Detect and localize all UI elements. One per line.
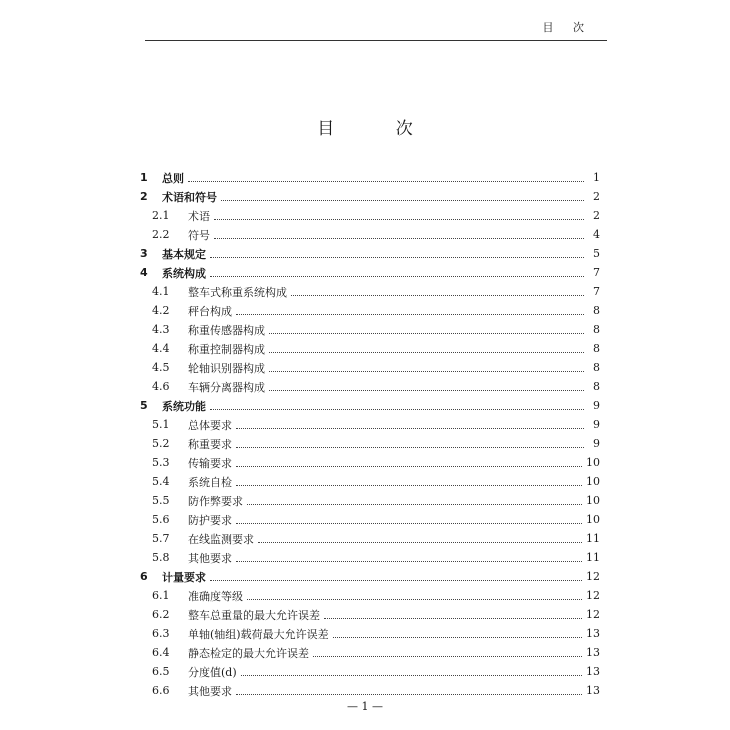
toc-entry-title: 整车总重量的最大允许误差 <box>188 608 320 622</box>
toc-dot-leader <box>324 617 582 619</box>
toc-entry-number: 6 <box>140 570 148 583</box>
toc-entry[interactable] <box>140 529 600 548</box>
toc-entry-title: 总则 <box>162 171 184 185</box>
toc-entry[interactable] <box>140 472 600 491</box>
toc-entry-page: 8 <box>593 342 600 355</box>
toc-entry[interactable] <box>140 339 600 358</box>
toc-entry-number: 6.3 <box>152 627 170 640</box>
toc-entry-number: 4.5 <box>152 361 170 374</box>
toc-entry-page: 12 <box>586 608 600 621</box>
toc-dot-leader <box>236 522 582 524</box>
toc-entry-page: 10 <box>586 494 600 507</box>
toc-entry-page: 8 <box>593 361 600 374</box>
toc-entry[interactable] <box>140 358 600 377</box>
page-number: — 1 — <box>347 700 383 713</box>
header-rule <box>145 40 607 41</box>
toc-entry[interactable] <box>140 434 600 453</box>
toc-entry-title: 防作弊要求 <box>188 494 243 508</box>
toc-entry[interactable] <box>140 377 600 396</box>
toc-entry-page: 5 <box>593 247 600 260</box>
toc-entry-page: 10 <box>586 513 600 526</box>
toc-entry[interactable] <box>140 244 600 263</box>
toc-dot-leader <box>236 484 582 486</box>
toc-entry-title: 计量要求 <box>162 570 206 584</box>
toc-entry-page: 8 <box>593 380 600 393</box>
toc-entry-number: 6.2 <box>152 608 170 621</box>
toc-entry-number: 4.1 <box>152 285 170 298</box>
toc-entry-title: 传输要求 <box>188 456 232 470</box>
toc-entry-number: 5.1 <box>152 418 170 431</box>
toc-entry-page: 13 <box>586 627 600 640</box>
toc-entry-page: 9 <box>593 418 600 431</box>
toc-entry[interactable] <box>140 605 600 624</box>
toc-entry[interactable] <box>140 263 600 282</box>
toc-entry-number: 2.2 <box>152 228 170 241</box>
toc-entry-title: 整车式称重系统构成 <box>188 285 287 299</box>
toc-entry-page: 4 <box>593 228 600 241</box>
toc-dot-leader <box>291 294 584 296</box>
toc-dot-leader <box>236 446 584 448</box>
toc-entry-page: 10 <box>586 475 600 488</box>
toc-entry-title: 称重控制器构成 <box>188 342 265 356</box>
toc-entry-title: 符号 <box>188 228 210 242</box>
toc-entry-number: 4 <box>140 266 148 279</box>
toc-entry-title: 称重要求 <box>188 437 232 451</box>
toc-entry[interactable] <box>140 586 600 605</box>
toc-entry[interactable] <box>140 168 600 187</box>
toc-entry-page: 11 <box>586 532 600 545</box>
toc-entry[interactable] <box>140 320 600 339</box>
toc-entry-title: 术语和符号 <box>162 190 217 204</box>
toc-entry-number: 5.5 <box>152 494 170 507</box>
toc-entry[interactable] <box>140 662 600 681</box>
toc-entry[interactable] <box>140 301 600 320</box>
toc-entry[interactable] <box>140 206 600 225</box>
toc-dot-leader <box>210 579 582 581</box>
toc-entry-number: 4.6 <box>152 380 170 393</box>
toc-dot-leader <box>269 332 584 334</box>
toc-entry-title: 在线监测要求 <box>188 532 254 546</box>
toc-entry-title: 系统构成 <box>162 266 206 280</box>
toc-dot-leader <box>333 636 582 638</box>
toc-dot-leader <box>210 256 584 258</box>
toc-entry[interactable] <box>140 415 600 434</box>
toc-entry-title: 基本规定 <box>162 247 206 261</box>
toc-entry-number: 5.4 <box>152 475 170 488</box>
toc-entry-title: 静态检定的最大允许误差 <box>188 646 309 660</box>
toc-dot-leader <box>269 351 584 353</box>
toc-dot-leader <box>269 389 584 391</box>
toc-dot-leader <box>221 199 584 201</box>
toc-entry-title: 总体要求 <box>188 418 232 432</box>
toc-entry-number: 5.2 <box>152 437 170 450</box>
toc-dot-leader <box>313 655 582 657</box>
toc-dot-leader <box>241 674 582 676</box>
toc-entry-number: 6.1 <box>152 589 170 602</box>
toc-entry[interactable] <box>140 396 600 415</box>
toc-entry[interactable] <box>140 187 600 206</box>
toc-dot-leader <box>188 180 584 182</box>
toc-dot-leader <box>214 237 584 239</box>
toc-entry-page: 7 <box>593 266 600 279</box>
page-title: 目 次 <box>317 119 441 139</box>
toc-entry[interactable] <box>140 282 600 301</box>
toc-entry[interactable] <box>140 491 600 510</box>
toc-entry-page: 10 <box>586 456 600 469</box>
toc-entry-page: 13 <box>586 684 600 697</box>
toc-entry-title: 分度值(d) <box>188 665 237 679</box>
toc-entry-number: 6.4 <box>152 646 170 659</box>
toc-entry-number: 2 <box>140 190 148 203</box>
toc-dot-leader <box>247 598 582 600</box>
toc-entry-number: 4.3 <box>152 323 170 336</box>
toc-dot-leader <box>269 370 584 372</box>
toc-entry-page: 1 <box>593 171 600 184</box>
toc-entry-number: 5.3 <box>152 456 170 469</box>
toc-entry-title: 系统功能 <box>162 399 206 413</box>
toc-entry-number: 5.8 <box>152 551 170 564</box>
toc-entry-title: 系统自检 <box>188 475 232 489</box>
toc-entry-page: 13 <box>586 665 600 678</box>
toc-entry-page: 9 <box>593 437 600 450</box>
toc-entry-number: 5 <box>140 399 148 412</box>
toc-dot-leader <box>214 218 584 220</box>
toc-entry[interactable] <box>140 681 600 700</box>
toc-entry-page: 7 <box>593 285 600 298</box>
toc-entry-title: 轮轴识别器构成 <box>188 361 265 375</box>
toc-dot-leader <box>236 465 582 467</box>
toc-entry-page: 13 <box>586 646 600 659</box>
toc-entry-number: 1 <box>140 171 148 184</box>
toc-entry-page: 12 <box>586 589 600 602</box>
toc-entry-page: 8 <box>593 323 600 336</box>
toc-entry-page: 11 <box>586 551 600 564</box>
toc-entry-title: 单轴(轴组)载荷最大允许误差 <box>188 627 329 641</box>
toc-entry-title: 车辆分离器构成 <box>188 380 265 394</box>
toc-entry-number: 4.2 <box>152 304 170 317</box>
toc-entry[interactable] <box>140 548 600 567</box>
toc-entry-page: 8 <box>593 304 600 317</box>
toc-entry-number: 5.7 <box>152 532 170 545</box>
toc-entry-title: 其他要求 <box>188 551 232 565</box>
toc-dot-leader <box>210 408 584 410</box>
toc-entry-title: 防护要求 <box>188 513 232 527</box>
toc-entry-number: 2.1 <box>152 209 170 222</box>
toc-dot-leader <box>236 427 584 429</box>
toc-dot-leader <box>258 541 582 543</box>
toc-entry-number: 5.6 <box>152 513 170 526</box>
toc-entry-title: 称重传感器构成 <box>188 323 265 337</box>
toc-entry[interactable] <box>140 643 600 662</box>
toc-entry-page: 12 <box>586 570 600 583</box>
toc-entry-page: 2 <box>593 190 600 203</box>
toc-entry[interactable] <box>140 225 600 244</box>
toc-entry-number: 6.5 <box>152 665 170 678</box>
toc-dot-leader <box>236 693 582 695</box>
toc-entry-number: 3 <box>140 247 148 260</box>
toc-dot-leader <box>236 560 582 562</box>
toc-entry-page: 9 <box>593 399 600 412</box>
toc-entry-title: 术语 <box>188 209 210 223</box>
toc-dot-leader <box>236 313 584 315</box>
toc-entry-number: 6.6 <box>152 684 170 697</box>
toc-entry[interactable] <box>140 624 600 643</box>
toc-entry-title: 其他要求 <box>188 684 232 698</box>
toc-entry-page: 2 <box>593 209 600 222</box>
toc-entry[interactable] <box>140 510 600 529</box>
toc-entry-title: 准确度等级 <box>188 589 243 603</box>
toc-entry-number: 4.4 <box>152 342 170 355</box>
toc-dot-leader <box>210 275 584 277</box>
toc-dot-leader <box>247 503 582 505</box>
toc-entry-title: 秤台构成 <box>188 304 232 318</box>
table-of-contents <box>140 168 600 700</box>
toc-entry[interactable] <box>140 567 600 586</box>
running-head: 目 次 <box>542 21 592 34</box>
toc-entry[interactable] <box>140 453 600 472</box>
